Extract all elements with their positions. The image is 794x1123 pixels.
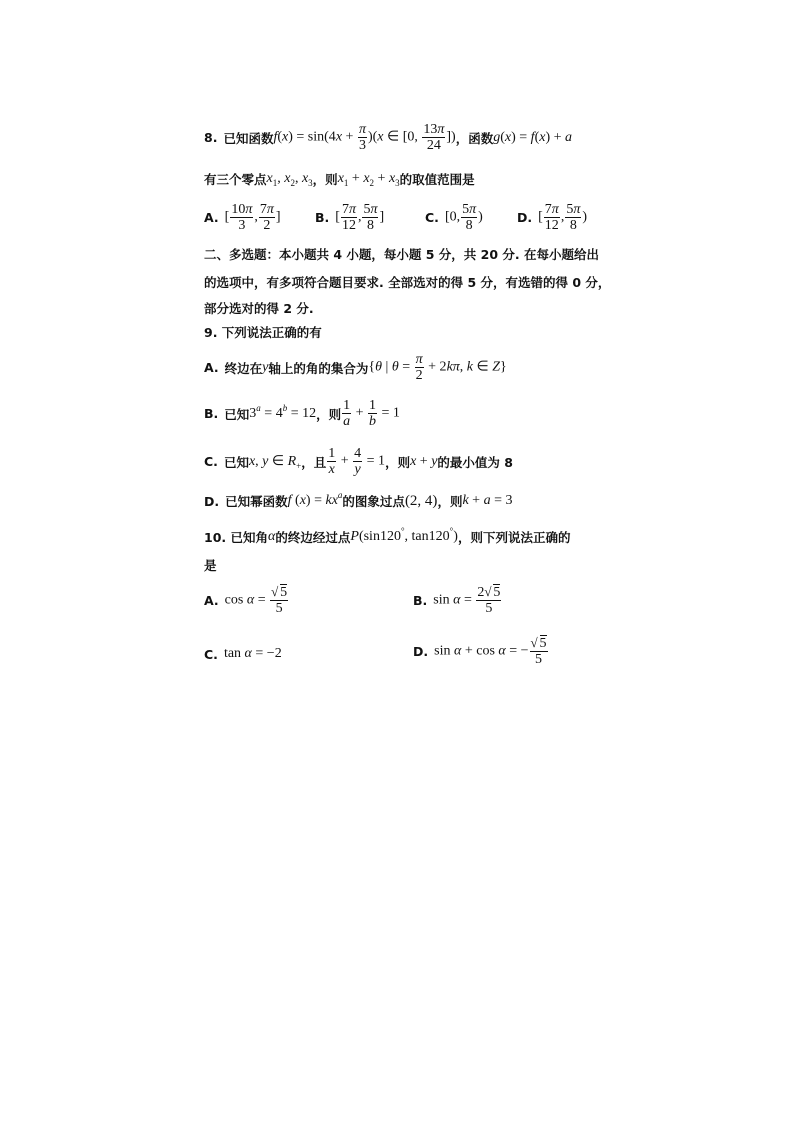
- option-label: D.: [204, 493, 220, 509]
- q9-title: 9. 下列说法正确的有: [204, 325, 322, 340]
- option-label: B.: [204, 406, 219, 421]
- q9-a-set: {θ | θ = $\frac{\pi}{2}$ + 2kπ, k ∈ Z}: [368, 352, 507, 383]
- q9-c-text: 的最小值为 8: [437, 454, 513, 470]
- q8-sum: $x_1 + x_2 + x_3$: [337, 171, 400, 188]
- q9-c-text: ，且: [301, 454, 327, 470]
- option-label: A.: [204, 593, 219, 608]
- q8-text: ，函数: [455, 130, 494, 146]
- q9-b-eq1: $3^a = 4^b = 12$: [249, 402, 317, 421]
- q10-line2: 是: [204, 558, 217, 573]
- q10-option-a: A. cos α = √ $\frac{5}{5}$: [204, 585, 289, 616]
- q10-option-b: B. sin α = $\frac{2√ 5}{5}$: [413, 585, 502, 616]
- q10-option-c: C. tan α = −2: [204, 646, 282, 662]
- q9-option-d: [204, 492, 512, 510]
- option-label: A.: [204, 210, 219, 225]
- q8-number: 8.: [204, 130, 218, 145]
- q9-c-sum: x + y: [410, 453, 438, 469]
- q9-option-a: [204, 352, 507, 383]
- q9-c-eq: $\frac{1}{x}$ + $\frac{4}{y}$ = 1: [328, 446, 386, 477]
- option-label: A.: [204, 360, 219, 375]
- option-label: B.: [413, 593, 428, 608]
- q10-text: 的终边经过点: [275, 530, 351, 545]
- q9-b-text: 已知: [224, 406, 250, 422]
- q9-d-result: k + a = 3: [462, 493, 513, 508]
- q8-line1: [204, 122, 572, 153]
- q9-option-c: [204, 446, 513, 477]
- q9-d-text: 已知幂函数: [225, 494, 288, 509]
- q9-a-text: 轴上的角的集合为: [268, 360, 369, 376]
- q8-option-b: B. [ $\frac{7\pi}{12}$ , $\frac{5\pi}{8}$ ]: [315, 202, 385, 233]
- q8-option-a: A. [ $\frac{10\pi}{3}$ , $\frac{7\pi}{2}$ ]: [204, 202, 281, 233]
- q9-b-text: ，则: [316, 406, 342, 422]
- q10-point: P(sin120°, tan120°): [350, 526, 458, 544]
- q9-option-b: [204, 398, 400, 429]
- q8-option-c: C. [0, $\frac{5\pi}{8}$ ): [425, 202, 483, 233]
- q9-d-function: f $(x) = kx^a$: [287, 490, 343, 508]
- q10-line1: [204, 528, 570, 546]
- option-label: D.: [413, 644, 429, 659]
- q8-function-f: f(x) = sin(4x + $\frac{\pi}{3}$ )(x ∈ [0, $\frac{13\pi}{24}$ ]): [273, 122, 456, 153]
- q9-a-text: 终边在: [224, 360, 263, 376]
- q8-zeros: $x_1$, $x_2$, $x_3$: [266, 171, 313, 188]
- q8-text: ，则: [312, 172, 338, 187]
- option-label: C.: [204, 454, 218, 469]
- q10-text: 10. 已知角: [204, 530, 268, 545]
- option-label: D.: [517, 210, 533, 225]
- q8-function-g: g(x) = f(x) + a: [493, 129, 573, 145]
- alpha-variable: α: [268, 529, 276, 544]
- y-variable: y: [262, 359, 269, 375]
- q9-d-text: 的图象过点: [342, 494, 405, 509]
- section2-line1: 二、多选题：本小题共 4 小题，每小题 5 分，共 20 分. 在每小题给出: [204, 247, 600, 262]
- q8-text: 的取值范围是: [399, 172, 475, 187]
- q10-option-d: D. sin α + cos α = − √ $\frac{5}{5}$: [413, 636, 549, 667]
- section2-line3: 部分选对的得 2 分.: [204, 301, 314, 316]
- q8-text: 有三个零点: [204, 172, 267, 187]
- option-label: C.: [204, 646, 218, 662]
- q9-d-text: ，则: [437, 494, 463, 509]
- q9-c-text: 已知: [223, 454, 249, 470]
- q9-c-domain: x, y ∈ $R_+$: [248, 454, 302, 471]
- q9-d-point: (2, 4): [404, 492, 438, 509]
- option-label: C.: [425, 210, 439, 225]
- q8-option-d: D. [ $\frac{7\pi}{12}$ , $\frac{5\pi}{8}$ ): [517, 202, 587, 233]
- q8-text: 已知函数: [223, 130, 274, 146]
- q10-text: ，则下列说法正确的: [457, 530, 571, 545]
- q9-c-text: ，则: [385, 454, 411, 470]
- q9-b-eq2: $\frac{1}{a}$ + $\frac{1}{b}$ = 1: [343, 398, 400, 429]
- section2-line2: 的选项中，有多项符合题目要求. 全部选对的得 5 分，有选错的得 0 分，: [204, 275, 611, 290]
- q8-line2: [204, 170, 475, 188]
- option-label: B.: [315, 210, 330, 225]
